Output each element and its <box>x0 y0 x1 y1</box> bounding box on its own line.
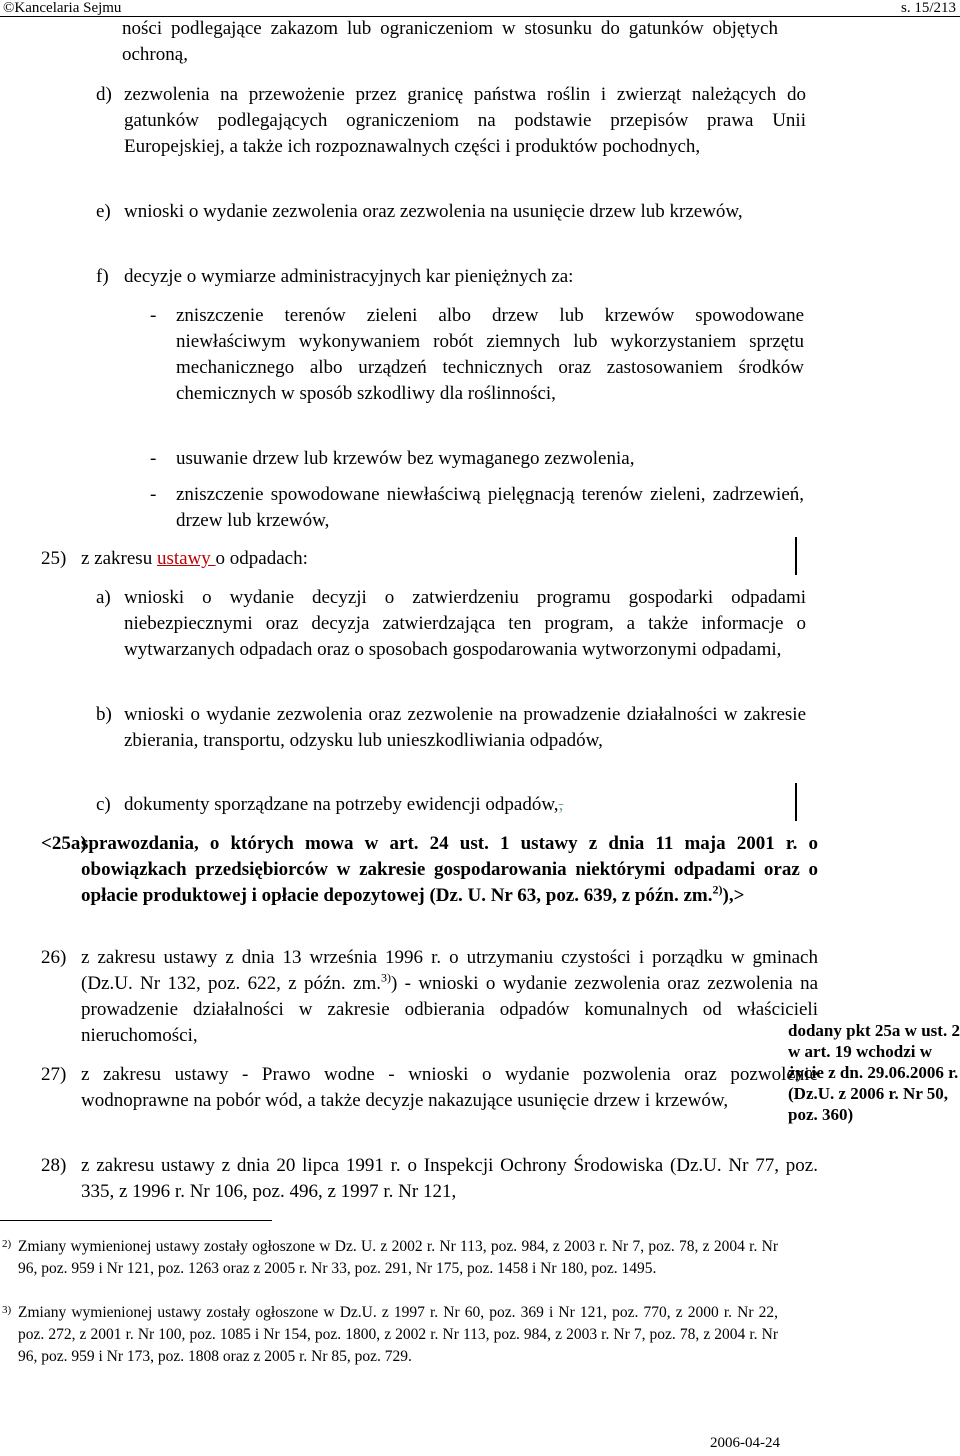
item-25a <box>96 585 806 663</box>
dash-marker: - <box>150 448 157 469</box>
point-27 <box>41 1062 818 1114</box>
item-e-text: wnioski o wydanie zezwolenia oraz zezwolenia na usunięcie drzew lub krzewów, <box>124 201 743 222</box>
inserted-text: ustawy <box>156 548 216 569</box>
item-f-dash-3 <box>150 482 804 534</box>
footnote-ref-3[interactable]: 3) <box>380 970 391 985</box>
point-25: 25) z zakresu ustawy o odpadach: <box>41 546 818 572</box>
deleted-text: , <box>558 794 564 815</box>
point-28 <box>41 1153 818 1205</box>
item-e <box>96 199 806 225</box>
item-d-marker: d) <box>96 84 112 105</box>
point-25a-marker: <25a) <box>41 833 87 854</box>
footnote-text: Zmiany wymienionej ustawy zostały ogłoszone w Dz.U. z 1997 r. Nr 60, poz. 369 i Nr 121, poz. 770, z 2000 r. Nr 22, poz. 272, z 2001 r. Nr 100, poz. 1085 i Nr 154, poz. 1800, z 2002 r. Nr 113, poz. 984, z 2003 r. Nr 7, poz. 78, z 2004 r. Nr 96, poz. 959 i Nr 173, poz. 1808 oraz z 2005 r. Nr 85, poz. 729. <box>18 1304 778 1365</box>
item-f-text: decyzje o wymiarze administracyjnych kar pieniężnych za: <box>124 266 574 287</box>
point-25a: <25a) sprawozdania, o których mowa w art. 24 ust. 1 ustawy z dnia 11 maja 2001 r. o obowiązkach przedsiębiorców w zakresie gospodarowania niektórymi odpadami oraz o opłacie produktowej i opłacie depozytowej (Dz. U. Nr 63, poz. 639, z późn. zm.$^{2)}$),> <box>41 833 818 906</box>
item-25c <box>96 792 806 818</box>
point-26: 26) z zakresu ustawy z dnia 13 września 1996 r. o utrzymaniu czystości i porządku w gminach (Dz.U. Nr 132, poz. 622, z późn. zm.$^{3)}$) - wnioski o wydanie zezwolenia oraz zezwolenia na prowadzenie działalności w zakresie odbierania odpadów komunalnych od właścicieli nieruchomości, <box>41 947 819 1046</box>
item-25b <box>96 702 806 754</box>
item-e-marker: e) <box>96 201 111 222</box>
point-28-marker: 28) <box>41 1155 67 1176</box>
item-a-marker: a) <box>96 587 111 608</box>
item-b-marker: b) <box>96 704 112 725</box>
change-bar-1 <box>795 537 797 575</box>
item-c-text: dokumenty sporządzane na potrzeby ewidencji odpadów, <box>124 794 559 815</box>
change-bar-2 <box>795 783 797 821</box>
item-d-text: zezwolenia na przewożenie przez granicę państwa roślin i zwierząt należących do gatunków podlegających ograniczeniom na podstawie przepisów prawa Unii Europejskiej, a także ich rozpoznawalnych części i produktów pochodnych, <box>124 84 806 157</box>
dash-text: zniszczenie spowodowane niewłaściwą pielęgnacją terenów zieleni, zadrzewień, drzew lub krzewów, <box>176 484 804 531</box>
point-27-text: z zakresu ustawy - Prawo wodne - wnioski o wydanie pozwolenia oraz pozwolenie wodnoprawne na pobór wód, a także decyzje nakazujące usunięcie drzew i krzewów, <box>81 1064 818 1111</box>
point-28-text: z zakresu ustawy z dnia 20 lipca 1991 r. o Inspekcji Ochrony Środowiska (Dz.U. Nr 77, poz. 335, z 1996 r. Nr 106, poz. 496, z 1997 r. Nr 121, <box>81 1155 818 1202</box>
footnote-separator <box>0 1220 272 1221</box>
dash-marker: - <box>150 305 157 326</box>
item-f <box>96 264 806 290</box>
item-d <box>96 82 806 160</box>
footnote-ref-2[interactable]: 2) <box>712 882 723 897</box>
item-f-marker: f) <box>96 266 109 287</box>
footnote-mark: 3) <box>2 1304 12 1316</box>
footer-date: 2006-04-24 <box>710 1435 780 1451</box>
item-f-dash-1 <box>150 303 804 407</box>
dash-marker: - <box>150 484 157 505</box>
item-a-text: wnioski o wydanie decyzji o zatwierdzeniu programu gospodarki odpadami niebezpiecznymi oraz decyzja zatwierdzająca ten program, a także informacje o wytwarzanych odpadach oraz o sposobach gospodarowania wytworzonymi odpadami, <box>124 587 806 660</box>
item-b-text: wnioski o wydanie zezwolenia oraz zezwolenie na prowadzenie działalności w zakresie zbierania, transportu, odzysku lub unieszkodliwiania odpadów, <box>124 704 806 751</box>
footnote-mark: 2) <box>2 1238 12 1250</box>
dash-text: zniszczenie terenów zieleni albo drzew lub krzewów spowodowane niewłaściwym wykonywaniem robót ziemnych lub wykorzystaniem sprzętu mechanicznego albo urządzeń technicznych oraz zastosowaniem środków chemicznych w sposób szkodliwy dla roślinności, <box>176 305 804 404</box>
point-27-marker: 27) <box>41 1064 67 1085</box>
footnote-text: Zmiany wymienionej ustawy zostały ogłoszone w Dz. U. z 2002 r. Nr 113, poz. 984, z 2003 r. Nr 7, poz. 78, z 2004 r. Nr 96, poz. 959 i Nr 121, poz. 1263 oraz z 2005 r. Nr 33, poz. 291, Nr 175, poz. 1458 i Nr 180, poz. 1495. <box>18 1238 778 1277</box>
dash-text: usuwanie drzew lub krzewów bez wymaganego zezwolenia, <box>176 448 635 469</box>
point-26-marker: 26) <box>41 947 67 968</box>
margin-note: dodany pkt 25a w ust. 2 w art. 19 wchodzi w życie z dn. 29.06.2006 r. (Dz.U. z 2006 r. Nr 50, poz. 360) <box>788 1021 960 1124</box>
header-source: ©Kancelaria Sejmu <box>3 0 122 16</box>
point-25-marker: 25) <box>41 548 67 569</box>
point-25a-text: sprawozdania, o których mowa w art. 24 ust. 1 ustawy z dnia 11 maja 2001 r. o obowiązkach przedsiębiorców w zakresie gospodarowania niektórymi odpadami oraz o opłacie produktowej i opłacie depozytowej (Dz. U. Nr 63, poz. 639, z późn. zm. <box>81 833 818 906</box>
item-c-marker: c) <box>96 794 111 815</box>
intro-paragraph: ności podlegające zakazom lub ograniczeniom w stosunku do gatunków objętych ochroną, <box>122 18 778 65</box>
page-number: s. 15/213 <box>900 0 956 16</box>
item-f-dash-2 <box>150 446 804 472</box>
